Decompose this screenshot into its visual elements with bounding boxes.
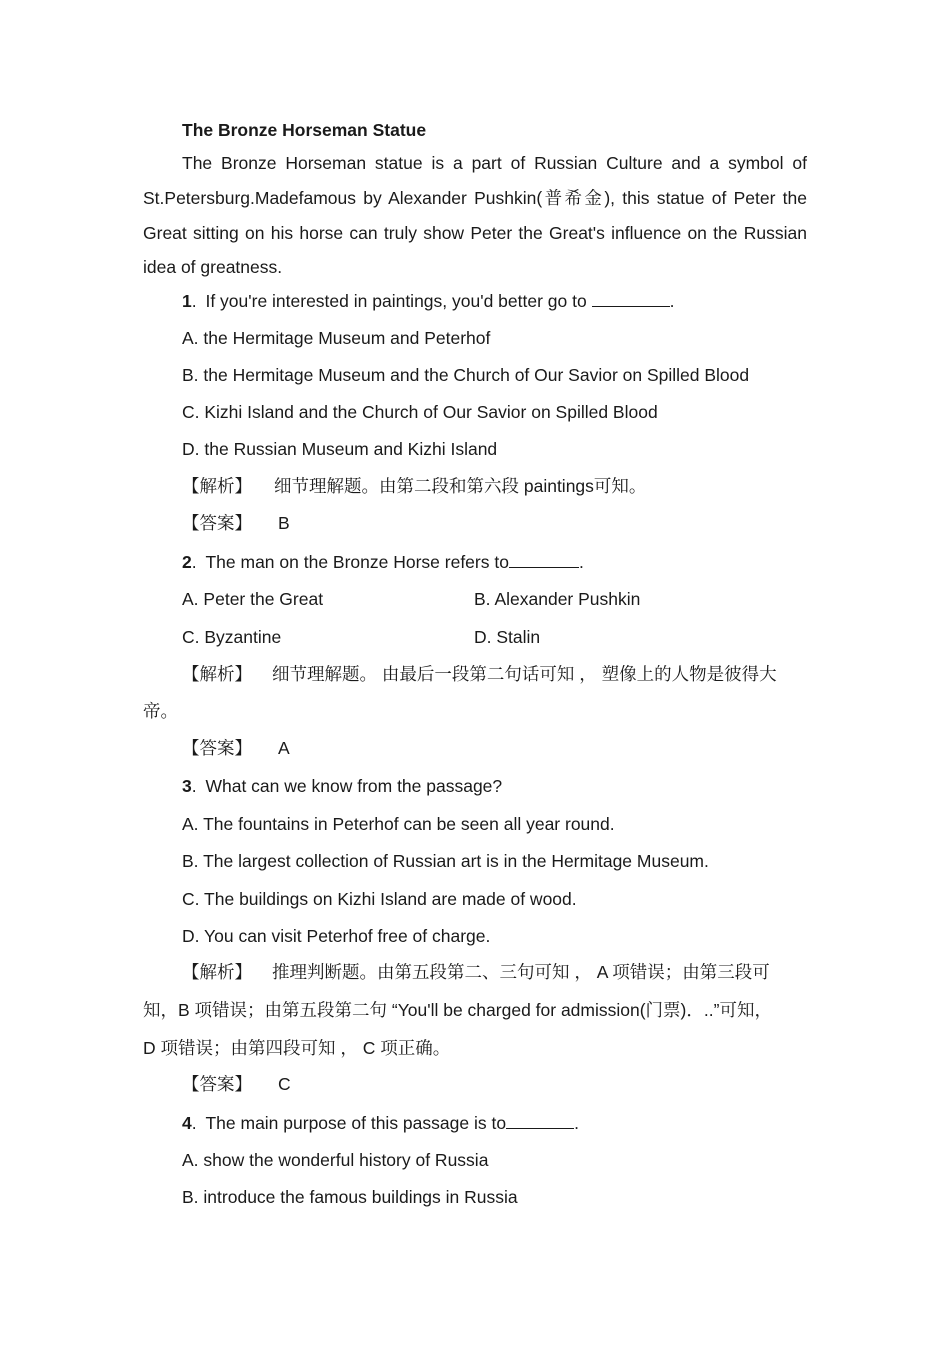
option-text: Stalin — [496, 627, 541, 647]
passage-line: Great sitting on his horse can truly show Peter the Great's influence on the Russian — [143, 223, 807, 243]
option-letter: A. — [182, 328, 199, 348]
option-line — [182, 1186, 518, 1208]
passage-line: idea of greatness. — [143, 257, 283, 277]
question-stem: 2. The man on the Bronze Horse refers to . — [182, 552, 584, 572]
option-text: The largest collection of Russian art is in the Hermitage Museum. — [203, 851, 709, 871]
passage-line: St.Petersburg.Madefamous by Alexander Pushkin(普希金), this statue of Peter the — [143, 188, 807, 208]
option-letter: B. — [182, 1187, 199, 1207]
analysis-line — [182, 663, 777, 685]
option-letter: D. — [182, 926, 200, 946]
question-text: What can we know from the passage? — [205, 776, 503, 796]
question-end: . — [669, 291, 675, 311]
answer-label: 【答案】 — [182, 738, 252, 758]
question-stem: 3. What can we know from the passage? — [182, 776, 503, 796]
option-line — [474, 626, 540, 648]
analysis-line — [182, 475, 646, 497]
option-letter: A. — [182, 814, 199, 834]
option-line — [182, 438, 497, 460]
analysis-line — [182, 961, 770, 983]
question-number: 3 — [182, 776, 192, 796]
option-letter: C. — [182, 402, 200, 422]
option-text: Peter the Great — [203, 589, 324, 609]
option-text: the Hermitage Museum and Peterhof — [203, 328, 491, 348]
answer-label: 【答案】 — [182, 513, 252, 533]
question-end: . — [578, 552, 584, 572]
option-line — [182, 626, 281, 648]
question-stem: 4. The main purpose of this passage is to . — [182, 1113, 579, 1133]
answer-value: C — [278, 1074, 291, 1094]
option-text: introduce the famous buildings in Russia — [203, 1187, 518, 1207]
answer-blank — [506, 1112, 574, 1129]
question-text: The man on the Bronze Horse refers to — [205, 552, 509, 572]
analysis-text: 细节理解题。由第二段和第六段 paintings可知。 — [274, 476, 647, 496]
option-letter: D. — [474, 627, 492, 647]
analysis-line: D 项错误；由第四段可知 ， C 项正确。 — [143, 1038, 451, 1058]
question-text: If you're interested in paintings, you'd better go to — [205, 291, 587, 311]
question-number: 2 — [182, 552, 192, 572]
option-line — [182, 401, 658, 423]
answer-value: B — [278, 513, 290, 533]
option-letter: C. — [182, 889, 200, 909]
option-letter: B. — [182, 365, 199, 385]
analysis-text: 细节理解题。 由最后一段第二句话可知 ， 塑像上的人物是彼得大 — [272, 664, 777, 684]
option-line — [474, 588, 640, 610]
option-letter: B. — [474, 589, 491, 609]
answer-line — [182, 737, 290, 759]
option-line — [182, 850, 709, 872]
option-line — [182, 327, 490, 349]
option-line — [182, 888, 577, 910]
option-letter: D. — [182, 439, 200, 459]
answer-blank — [509, 551, 579, 568]
answer-blank — [592, 290, 670, 307]
passage-line: The Bronze Horseman statue is a part of Russian Culture and a symbol of — [182, 153, 807, 173]
option-line — [182, 364, 749, 386]
analysis-line: 帝。 — [143, 701, 178, 721]
option-letter: B. — [182, 851, 199, 871]
option-text: The buildings on Kizhi Island are made of wood. — [204, 889, 577, 909]
option-letter: A. — [182, 1150, 199, 1170]
option-line — [182, 813, 615, 835]
option-line — [182, 588, 323, 610]
question-text: The main purpose of this passage is to — [205, 1113, 507, 1133]
option-letter: C. — [182, 627, 200, 647]
option-text: The fountains in Peterhof can be seen all year round. — [203, 814, 615, 834]
option-text: Alexander Pushkin — [494, 589, 641, 609]
analysis-label: 【解析】 — [182, 476, 252, 496]
question-stem: 1. If you're interested in paintings, you'd better go to . — [182, 291, 675, 311]
option-line — [182, 925, 490, 947]
analysis-label: 【解析】 — [182, 962, 252, 982]
analysis-line: 知，B 项错误；由第五段第二句 “You'll be charged for admission(门票)．..”可知， — [143, 1000, 772, 1020]
analysis-text: 推理判断题。由第五段第二、三句可知 ， A 项错误；由第三段可 — [272, 962, 770, 982]
answer-value: A — [278, 738, 290, 758]
answer-line — [182, 512, 290, 534]
option-text: show the wonderful history of Russia — [203, 1150, 489, 1170]
option-text: Kizhi Island and the Church of Our Savior on Spilled Blood — [204, 402, 658, 422]
answer-line — [182, 1073, 291, 1095]
option-text: the Russian Museum and Kizhi Island — [204, 439, 498, 459]
passage-title: The Bronze Horseman Statue — [182, 120, 427, 140]
option-line — [182, 1149, 488, 1171]
question-number: 1 — [182, 291, 192, 311]
option-text: Byzantine — [204, 627, 282, 647]
answer-label: 【答案】 — [182, 1074, 252, 1094]
question-number: 4 — [182, 1113, 192, 1133]
option-text: the Hermitage Museum and the Church of Our Savior on Spilled Blood — [203, 365, 750, 385]
option-text: You can visit Peterhof free of charge. — [204, 926, 491, 946]
analysis-label: 【解析】 — [182, 664, 252, 684]
question-end: . — [574, 1113, 579, 1133]
option-letter: A. — [182, 589, 199, 609]
